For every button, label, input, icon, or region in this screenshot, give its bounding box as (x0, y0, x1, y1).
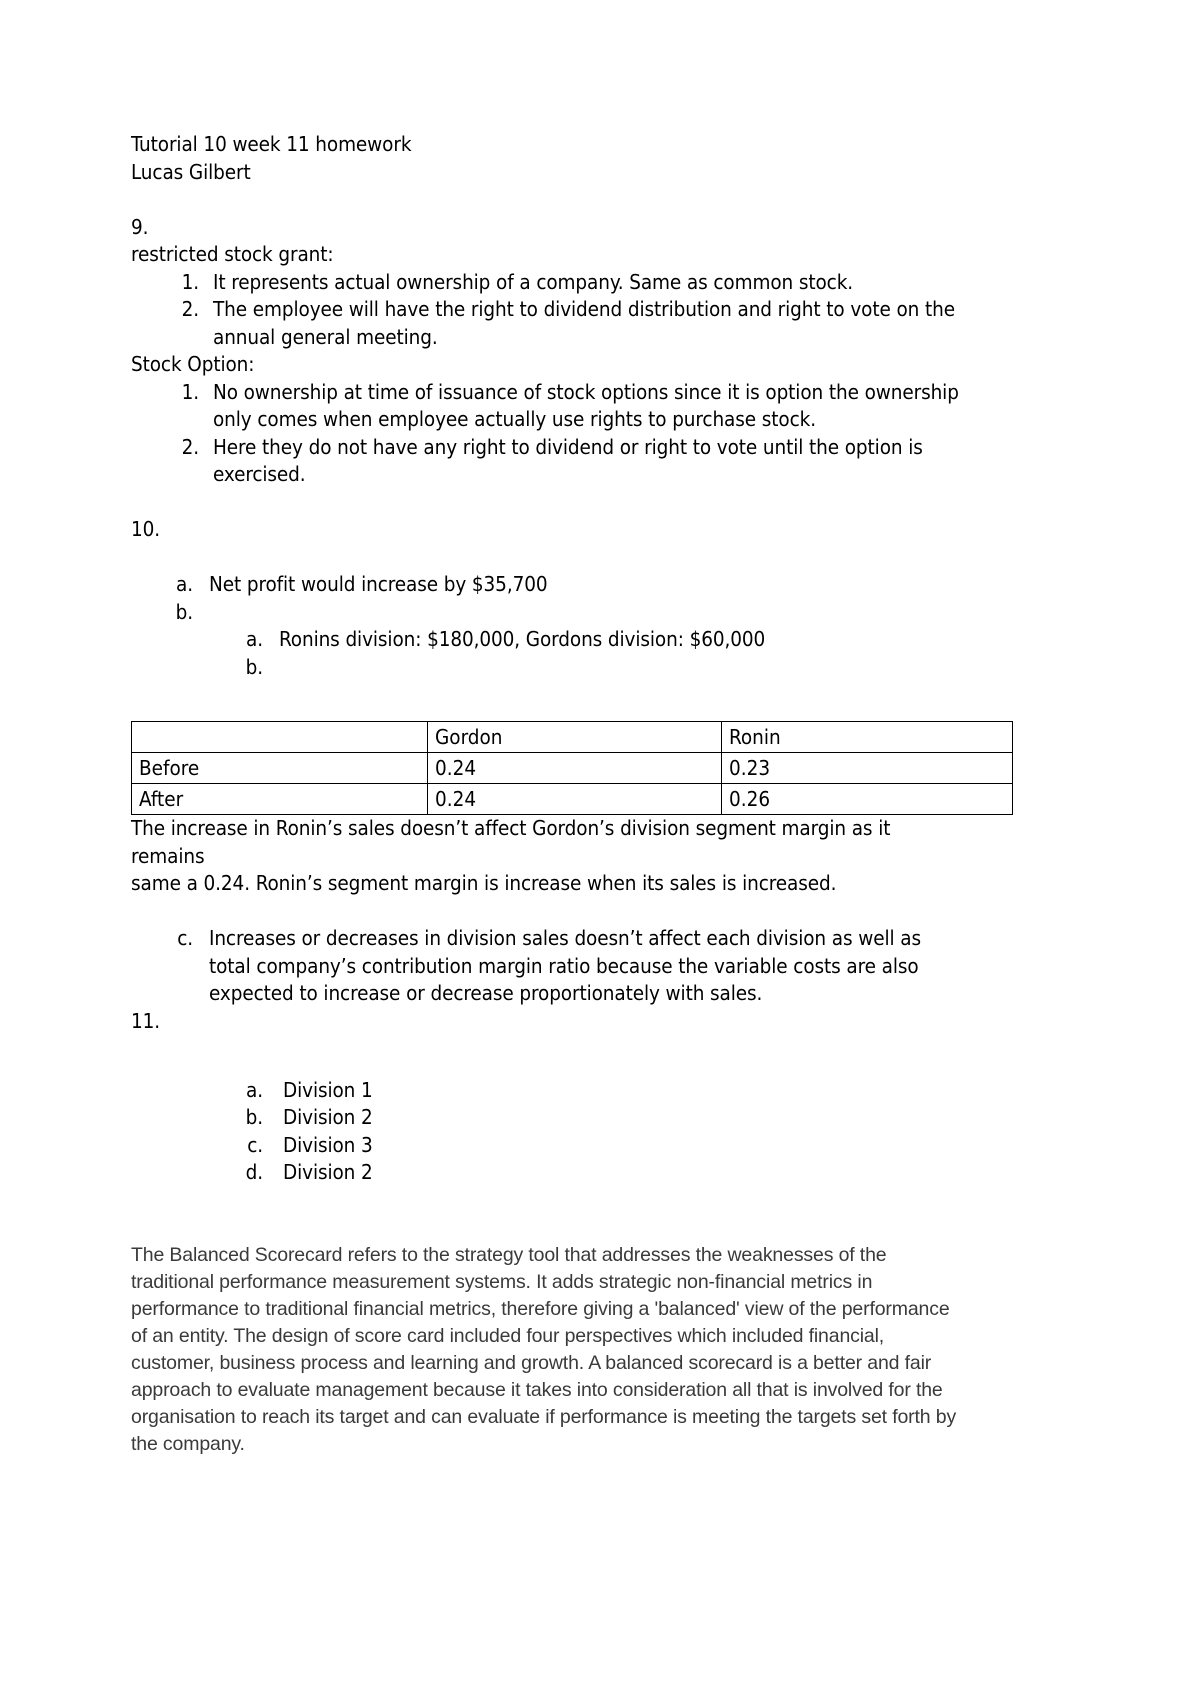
document-header (131, 131, 962, 186)
restricted-stock-grant-list (131, 269, 962, 352)
list-marker: b. (245, 654, 263, 679)
list-marker: 1. (181, 269, 199, 294)
scorecard-line: The Balanced Scorecard refers to the strategy tool that addresses the weaknesses of the (131, 1243, 887, 1266)
spacer (131, 681, 962, 721)
spacer (131, 898, 962, 926)
table-cell-gordon: 0.24 (428, 784, 722, 815)
table-header-cell-blank (132, 722, 428, 753)
table-note-line-1: The increase in Ronin’s sales doesn’t affect Gordon’s division segment margin as it remains (131, 816, 897, 868)
list-marker: c. (177, 926, 193, 950)
list-marker: c. (247, 1132, 263, 1157)
section-10-b-sublist (131, 626, 962, 681)
list-marker: b. (245, 1105, 263, 1129)
table-header-cell-gordon: Gordon (428, 722, 722, 753)
section-10-item-c-block (131, 925, 962, 1008)
spacer (131, 1035, 962, 1063)
section-10-c-list (131, 925, 962, 1008)
list-item (131, 296, 962, 351)
table-header-row (132, 722, 1013, 753)
list-item-text: No ownership at time of issuance of stock options since it is option the ownership only comes when employee actually use rights to purchase stock. (213, 379, 959, 431)
list-item-text: Division 1 (283, 1077, 373, 1102)
list-item (131, 599, 962, 627)
document-author: Lucas Gilbert (131, 159, 251, 184)
list-marker: a. (246, 627, 263, 651)
list-item (131, 1132, 962, 1160)
list-marker: a. (246, 1077, 263, 1102)
spacer (131, 544, 962, 572)
list-item (131, 925, 962, 1008)
list-item (131, 434, 962, 489)
table-cell-ronin: 0.26 (722, 784, 1013, 815)
scorecard-line: traditional performance measurement systems. It adds strategic non-financial metrics in (131, 1270, 873, 1293)
list-marker: 2. (181, 297, 199, 321)
section-9-number: 9. (131, 214, 149, 239)
table-row (132, 784, 1013, 815)
table-cell-row-label: After (132, 784, 428, 815)
section-10-number: 10. (131, 517, 161, 541)
list-item-text: Division 3 (283, 1132, 373, 1157)
spacer (131, 1187, 962, 1215)
segment-margin-table (131, 721, 1013, 815)
balanced-scorecard-paragraph (131, 1242, 962, 1458)
spacer (131, 1214, 962, 1242)
scorecard-line: of an entity. The design of score card included four perspectives which included financial, (131, 1324, 885, 1347)
spacer (131, 1063, 962, 1077)
scorecard-line: the company. (131, 1432, 245, 1455)
list-item-text: The employee will have the right to dividend distribution and right to vote on the annual general meeting. (213, 297, 955, 349)
list-item (131, 571, 962, 599)
section-11 (131, 1008, 962, 1187)
table-header-cell-ronin: Ronin (722, 722, 1013, 753)
list-item (131, 1077, 962, 1105)
table-cell-ronin: 0.23 (722, 753, 1013, 784)
list-item (131, 1159, 962, 1187)
list-item-text: Division 2 (283, 1105, 373, 1129)
table-row (132, 753, 1013, 784)
section-9 (131, 214, 962, 489)
section-10-list (131, 571, 962, 626)
list-item-text: It represents actual ownership of a company. Same as common stock. (213, 269, 854, 294)
stock-option-list (131, 379, 962, 489)
list-item-text: Here they do not have any right to dividend or right to vote until the option is exercised. (213, 434, 923, 486)
section-10 (131, 516, 962, 681)
table-note (131, 815, 962, 898)
list-item (131, 379, 962, 434)
list-marker: 1. (181, 379, 199, 404)
spacer (131, 489, 962, 517)
table-cell-row-label: Before (132, 753, 428, 784)
table-note-line-2: same a 0.24. Ronin’s segment margin is increase when its sales is increased. (131, 871, 837, 895)
list-marker: b. (175, 599, 193, 624)
list-item-text: Net profit would increase by $35,700 (209, 572, 548, 596)
table-cell-gordon: 0.24 (428, 753, 722, 784)
division-list (131, 1077, 962, 1187)
list-item (131, 1104, 962, 1132)
list-item-text: Ronins division: $180,000, Gordons division: $60,000 (279, 627, 766, 651)
list-marker: d. (245, 1160, 263, 1184)
list-item-text: Division 2 (283, 1160, 373, 1184)
list-item (131, 269, 962, 297)
list-item (131, 654, 962, 682)
list-item (131, 626, 962, 654)
document-title: Tutorial 10 week 11 homework (131, 132, 412, 156)
section-9-option-heading: Stock Option: (131, 352, 255, 376)
section-9-restricted-heading: restricted stock grant: (131, 242, 334, 266)
section-11-number: 11. (131, 1008, 161, 1033)
scorecard-line: organisation to reach its target and can evaluate if performance is meeting the targets set forth by (131, 1405, 957, 1428)
list-marker: a. (176, 572, 193, 596)
scorecard-line: customer, business process and learning and growth. A balanced scorecard is a better and fair (131, 1351, 932, 1374)
spacer (131, 186, 962, 214)
list-marker: 2. (181, 434, 199, 459)
list-item-text: Increases or decreases in division sales doesn’t affect each division as well as total company’s contribution margin ratio because the variable costs are also expected to increase or decrease proportionately with sales. (209, 926, 921, 1005)
scorecard-line: approach to evaluate management because it takes into consideration all that is involved for the (131, 1378, 943, 1401)
scorecard-line: performance to traditional financial metrics, therefore giving a 'balanced' view of the performance (131, 1297, 950, 1320)
